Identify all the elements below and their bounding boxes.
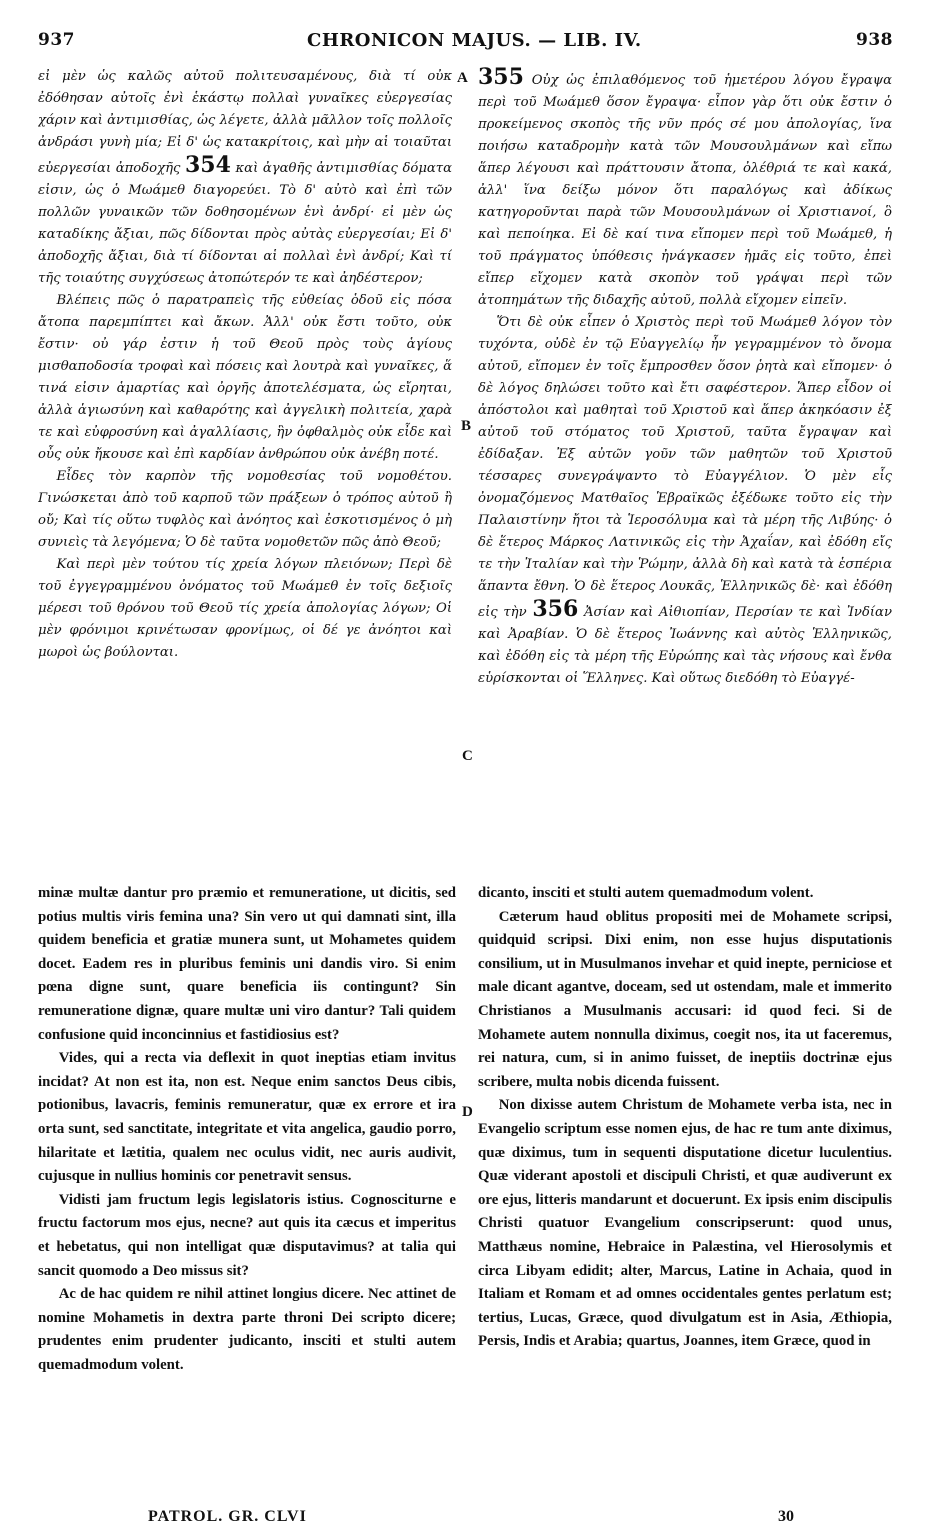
margin-marker-a: A	[457, 70, 468, 86]
footer-signature: 30	[778, 1508, 794, 1525]
margin-marker-c: C	[462, 748, 473, 764]
greek-left-p1a: εἰ μὲν ὡς καλῶς αὐτοῦ πολιτευσαμένους, διὰ τί οὐκ ἐδόθησαν αὐτοῖς ἐνὶ ἑκάστῳ πολλαὶ γυναῖκες εὐεργεσίας χάριν καὶ ἀντιμισθίας, ὡς λέγετε, ἀλλὰ μᾶλλον τοῖς πολλοῖς ἀνδράσι γυνὴ μία; Εἰ δ' ὡς κατακρίτοις, καὶ μὴν αἱ τοιαῦται εὐεργεσίαι ἀποδοχῆς	[38, 69, 452, 176]
latin-left-paragraph-3: Vidisti jam fructum legis legislatoris istius. Cognosciturne e fructu factorum mos ejus, necne? aut quis ita cæcus et imperitus et hebetatus, qui non intelligat quæ disputavimus? at talia qui sancit quomodo a Deo missus sit?	[38, 1191, 456, 1279]
latin-right-paragraph-1: Cæterum haud oblitus propositi mei de Mohamete scripsi, quidquid scripsi. Dixi enim, non esse hujus disputationis consilium, ut in Musulmanos invehar et quid inepte, perniciose et male dicant agantve, doceam, sed ut ostendam, male et immerito Christianos a Musulmanis accusari: id quod feci. Si de Mohamete autem nonnulla diximus, coegit nos, ita ut faceremus, rei natura, cum, si in animo fuisset, de ineptiis doctrinæ ejus scribere, multa nobis dicenda fuissent.	[478, 908, 892, 1090]
latin-left-paragraph-2: Vides, qui a recta via deflexit in quot ineptias etiam invitus incidat? At non est ita, non est. Neque enim sanctos Deus cibis, potionibus, lavacris, feminis remuneratur, quæ ex errore et ira orta sunt, sed sanctitate, integritate et vita angelica, gaudio porro, hilaritate et lætitia, qualem nec oculus vidit, nec auris audivit, cujusque in nullius hominis cor penetravit sensus.	[38, 1050, 456, 1185]
footer-series: PATROL. GR. CLVI	[148, 1508, 307, 1525]
greek-right-p1: Οὐχ ὡς ἐπιλαθόμενος τοῦ ἡμετέρου λόγου ἔγραψα περὶ τοῦ Μωάμεθ ὅσον ἔγραψα· εἶπον γὰρ ὅτι οὐκ ἔστιν ὁ προκείμενος σκοπὸς τῆς νῦν πρός σέ μου ἀπολογίας, ἵνα ποιήσω καταδρομὴν κατὰ τῶν Μουσουλμάνων καὶ εἴπω ἅπερ λέγουσι καὶ πράττουσιν ἄτοπα, ὀλέθριά τε καὶ κακά, ἀλλ' ἵνα δείξω μόνον ὅτι παραλόγως καὶ ἀδίκως κατηγοροῦνται παρὰ τῶν Μουσουλμάνων οἱ Χριστιανοί, ὃ καὶ πεποίηκα. Εἰ δὲ καί τινα εἴπομεν περὶ τοῦ Μωάμεθ, ἡ τοῦ πράγματος ὑπόθεσις ἠνάγκασεν ἡμᾶς εἰς τοῦτο, ἐπεὶ εἴπερ εἴχομεν κατὰ σκοπὸν τοῦ γράψαι περὶ τῶν ἀτοπημάτων τῆς διδαχῆς αὐτοῦ, πολλὰ εἴχομεν εἰπεῖν.	[478, 73, 892, 308]
latin-left-paragraph-4: Ac de hac quidem re nihil attinet longius dicere. Nec attinet de nomine Mohametis in dextra parte throni Dei scripto dicere; prudentes enim prudenter judicanto, insciti et stulti autem quemadmodum volent.	[38, 1286, 456, 1373]
greek-right-p2a: Ὅτι δὲ οὐκ εἶπεν ὁ Χριστὸς περὶ τοῦ Μωάμεθ λόγον τὸν τυχόντα, οὐδὲ ἐν τῷ Εὐαγγελίῳ ἦν γεγραμμένον τὸ ὄνομα αὐτοῦ, εἴπομεν ἐν τοῖς ἔμπροσθεν ὅσον ῥητὰ καὶ εἴπομεν· ὁ δὲ λόγος δηλώσει τοῦτο καὶ ἔτι σαφέστερον. Ἅπερ εἶδον οἱ ἀπόστολοι καὶ μαθηταὶ τοῦ Χριστοῦ καὶ ἅπερ ἀκηκόασιν ἐξ αὐτοῦ τοῦ στόματος τοῦ Χριστοῦ, ταῦτα ἔγραψαν καὶ ἐδίδαξαν. Ἐξ αὐτῶν γοῦν τῶν μαθητῶν τοῦ Χριστοῦ τέσσαρες συνεγράψαντο τὸ Εὐαγγέλιον. Ὁ μὲν εἷς ὀνομαζόμενος Ματθαῖος Ἑβραϊκῶς ἐξέδωκε τοῦτο εἰς τὴν Παλαιστίνην ἤτοι τὰ Ἱεροσόλυμα καὶ τὰ μέρη τῆς Λιβύης· ὁ δὲ ἕτερος Μάρκος Λατινικῶς εἰς τὴν Ἀχαΐαν, καὶ ἐδόθη εἴς τε τὴν Ἰταλίαν καὶ τὴν Ῥώμην, ἀλλὰ δὴ καὶ κατὰ τὰ ἑσπέρια ἅπαντα ἔθνη. Ὁ δὲ ἕτερος Λουκᾶς, Ἑλληνικῶς δὲ· καὶ ἐδόθη εἰς τὴν	[478, 315, 892, 620]
greek-left-column	[38, 66, 452, 876]
greek-right-p2b: Ἀσίαν καὶ Αἰθιοπίαν, Περσίαν τε καὶ Ἰνδίαν καὶ Ἀραβίαν. Ὁ δὲ ἕτερος Ἰωάννης καὶ αὐτὸς Ἑλληνικῶς, καὶ ἐδόθη εἰς τὰ μέρη τῆς Εὐρώπης καὶ τὰς νήσους καὶ ἔνθα εὑρίσκονται οἱ Ἕλληνες. Καὶ οὕτως διεδόθη τὸ Εὐαγγέ-	[478, 605, 892, 686]
latin-right-paragraph-0: dicanto, insciti et stulti autem quemadmodum volent.	[478, 885, 814, 901]
column-number-354: 354	[184, 152, 231, 178]
column-number-356: 356	[532, 596, 579, 622]
right-column-number: 938	[856, 30, 893, 50]
latin-right-paragraph-2: Non dixisse autem Christum de Mohamete verba ista, nec in Evangelio scriptum esse nomen ejus, de hac re tum ante diximus, quæ diximus, tum in sequenti disputatione dicetur luculentius. Quæ viderant apostoli et discipuli Christi, et quæ audiverunt ex ore ejus, litteris mandarunt et docuerunt. Ex ipsis enim discipulis Christi quatuor Evangelium conscripserunt: quod unus, Matthæus nomine, Hebraice in Palæstina, vel Hierosolymis et circa Libyam edidit; alter, Marcus, Latine in Achaia, quod in Italiam et Romam et ad omnes occidentales gentes perlatum est; tertius, Lucas, Græce, quod divulgatum est in Asia, Æthiopia, Persis, Indis et Arabia; quartus, Joannes, item Græce, quod in	[478, 1097, 892, 1350]
column-number-355: 355	[478, 66, 524, 90]
latin-left-paragraph-1: minæ multæ dantur pro præmio et remuneratione, ut dicitis, sed potius multis viris femina una? Sin vero ut qui damnati sint, illa quidem beneficia et gratiæ munera sunt, ut Mohametes quidem docet. Eadem res in pluribus feminis uni dandis viro. Si enim pœna digne sunt, quare beneficia iis contingunt? Sin remuneratione dignæ, quare multæ uni viro dantur? Tali quidem confusione quid inconcinnius et fastidiosius est?	[38, 885, 456, 1043]
running-title: CHRONICON MAJUS. — LIB. IV.	[307, 30, 642, 51]
greek-left-paragraph-1	[38, 66, 452, 290]
latin-right-column	[478, 882, 892, 1502]
greek-right-paragraph-1	[478, 66, 892, 312]
greek-right-column	[478, 66, 892, 876]
greek-left-paragraph-4: Καὶ περὶ μὲν τούτου τίς χρεία λόγων πλειόνων; Περὶ δὲ τοῦ ἐγγεγραμμένου ὀνόματος τοῦ Μωάμεθ ἐν τοῖς δεξιοῖς μέρεσι τοῦ θρόνου τοῦ Θεοῦ τίς χρεία ἀπολογίας λόγων; Οἱ μὲν φρόνιμοι κρινέτωσαν φρονίμως, οἱ δέ γε ἀνόητοι καὶ μωροὶ ὡς βούλονται.	[38, 557, 452, 660]
margin-marker-b: B	[461, 418, 472, 434]
greek-left-p1b: καὶ ἀγαθῆς ἀντιμισθίας δόματα εἰσιν, ὡς ὁ Μωάμεθ διαγορεύει. Τὸ δ' αὐτὸ καὶ ἐπὶ τῶν πολλῶν γυναικῶν τῶν δοθησομένων ἑνὶ ἀνδρί· εἰ μὲν ὡς καταδίκης ἄξιαι, πῶς δίδονται πρὸς αὐτὰς εὐεργεσίαι; Εἰ δ' ἀποδοχῆς ἄξιαι, διὰ τί δίδονται αἱ πολλαὶ ἑνὶ ἀνδρί; Καὶ τί τῆς τοιαύτης συγχύσεως ἀτοπώτερόν τε καὶ ἀηδέστερον;	[38, 161, 452, 286]
latin-left-column	[38, 882, 456, 1472]
greek-left-paragraph-3: Εἶδες τὸν καρπὸν τῆς νομοθεσίας τοῦ νομοθέτου. Γινώσκεται ἀπὸ τοῦ καρποῦ τῶν πράξεων ὁ τρόπος αὐτοῦ ἢ οὔ; Καὶ τίς οὕτω τυφλὸς καὶ ἀνόητος καὶ ἐσκοτισμένος ὁ μὴ συνιεὶς τὰ λεγόμενα; Ὁ δὲ ταῦτα νομοθετῶν πῶς ἀπὸ Θεοῦ;	[38, 469, 452, 550]
greek-right-paragraph-2	[478, 312, 892, 690]
left-column-number: 937	[38, 30, 75, 50]
greek-left-paragraph-2: Βλέπεις πῶς ὁ παρατραπεὶς τῆς εὐθείας ὁδοῦ εἰς πόσα ἄτοπα παρεμπίπτει καὶ ἄκων. Ἀλλ' οὐκ ἔστι τοῦτο, οὐκ ἔστιν· οὐ γάρ ἐστιν ἡ τοῦ Θεοῦ πρὸς τοὺς ἁγίους μισθαποδοσία τροφαὶ καὶ πόσεις καὶ λουτρὰ καὶ γυναῖκες, ἅ τινά εἰσιν ἁμαρτίας καὶ ὀργῆς ἀποτελέσματα, ὡς εἴρηται, ἀλλὰ ἁγιωσύνη καὶ καθαρότης καὶ ἀγγελικὴ πολιτεία, χαρὰ τε καὶ εὐφροσύνη καὶ ἀγαλλίασις, ἣν ὀφθαλμὸς οὐκ εἶδε καὶ οὖς οὐκ ἤκουσε καὶ ἐπὶ καρδίαν ἀνθρώπου οὐκ ἀνέβη ποτέ.	[38, 293, 452, 462]
margin-marker-d: D	[462, 1104, 473, 1120]
